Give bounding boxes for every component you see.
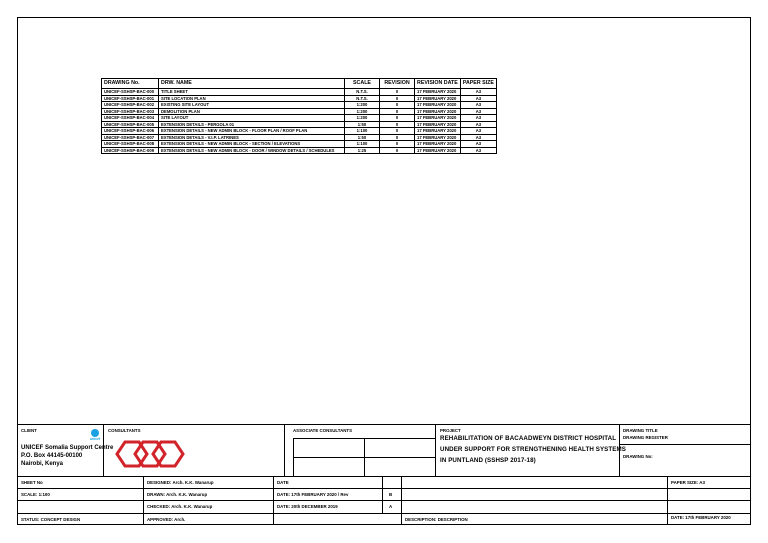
register-header-row [102,79,497,89]
col-scale: SCALE [345,79,380,89]
consultant-logo [113,436,189,472]
cell-revision: 0 [380,108,415,115]
scale-label [21,492,50,497]
status-label: STATUS: [21,517,40,522]
cell-paper-size: A3 [460,95,496,102]
cell-drawing-name: EXTENSION DETAILS - NEW ADMIN BLOCK - DOOR / WINDOW DETAILS / SCHEDULES [159,147,345,154]
unicef-logo-text: unicef [89,437,101,441]
drawing-register-table [101,78,497,154]
cell-drawing-name: SITE LAYOUT [159,115,345,122]
col-paper-size: PAPER SIZE [460,79,496,89]
client-line-3: Nairobi, Kenya [21,461,64,467]
drawn-by: DRAWN: Arch. K.K. Wanarup [147,492,208,497]
cell-drawing-no: UNICEF-SSHSP-BAC-003 [102,108,159,115]
date-final: DATE: 17th FEBRUARY 2020 [671,515,731,520]
cell-revision-date: 17 FEBRUARY 2020 [415,134,461,141]
cell-drawing-no: UNICEF-SSHSP-BAC-006 [102,128,159,135]
checked-by: CHECKED: Arch. K.K. Wanarup [147,504,213,509]
register-row [102,141,497,148]
cell-revision-date: 17 FEBRUARY 2020 [415,102,461,109]
cell-drawing-name: EXTENSION DETAILS - V.I.P. LATRINES [159,134,345,141]
cell-revision: 0 [380,95,415,102]
cell-revision-date: 17 FEBRUARY 2020 [415,128,461,135]
sheet-no-label: SHEET No [21,480,43,485]
client-line-1: UNICEF Somalia Support Centre [21,445,114,451]
scale-value: 1:100 [38,492,50,497]
logo-hexagon-left [117,442,147,466]
consultants-label: CONSULTANTS [108,428,141,433]
client-line-2: P.O. Box 44145-00100 [21,453,83,459]
drawing-title: DRAWING REGISTER [623,435,668,440]
cell-revision-date: 17 FEBRUARY 2020 [415,89,461,96]
cell-drawing-no: UNICEF-SSHSP-BAC-000 [102,89,159,96]
cell-revision: 0 [380,134,415,141]
cell-paper-size: A3 [460,134,496,141]
cell-revision: 0 [380,147,415,154]
cell-drawing-no: UNICEF-SSHSP-BAC-005 [102,121,159,128]
cell-revision: 0 [380,121,415,128]
associate-consultants-label: ASSOCIATE CONSULTANTS [293,428,353,433]
status-value: CONCEPT DESIGN [40,517,81,522]
description [405,517,468,522]
client-label: CLIENT [21,428,37,433]
cell-revision: 0 [380,115,415,122]
cell-revision-date: 17 FEBRUARY 2020 [415,108,461,115]
cell-drawing-name: TITLE SHEET [159,89,345,96]
cell-drawing-no: UNICEF-SSHSP-BAC-001 [102,95,159,102]
cell-revision: 0 [380,141,415,148]
cell-drawing-no: UNICEF-SSHSP-BAC-009 [102,147,159,154]
cell-paper-size: A3 [460,108,496,115]
approved-by: APPROVED: Arch. [147,517,186,522]
revision-b: B [389,492,393,497]
scale-label-text: SCALE: [21,492,38,497]
unicef-logo [89,429,101,441]
drawing-title-label: DRAWING TITLE [623,428,658,433]
logo-hexagon-right [153,442,183,466]
cell-scale: 1:200 [345,102,380,109]
cell-scale: N.T.S. [345,95,380,102]
title-block [17,424,751,525]
cell-drawing-no: UNICEF-SSHSP-BAC-002 [102,102,159,109]
cell-drawing-no: UNICEF-SSHSP-BAC-007 [102,134,159,141]
cell-revision-date: 17 FEBRUARY 2020 [415,115,461,122]
register-row [102,128,497,135]
description-label: DESCRIPTION: [405,517,437,522]
cell-drawing-no: UNICEF-SSHSP-BAC-008 [102,141,159,148]
designed-by: DESIGNED: Arch. K.K. Wanarup [147,480,214,485]
cell-paper-size: A3 [460,121,496,128]
revision-a: A [389,504,393,509]
globe-icon [91,429,99,437]
cell-revision: 0 [380,89,415,96]
cell-scale: 1:200 [345,108,380,115]
cell-paper-size: A3 [460,141,496,148]
cell-drawing-name: EXTENSION DETAILS - NEW ADMIN BLOCK - FLOOR PLAN / ROOF PLAN [159,128,345,135]
cell-scale: 1:50 [345,134,380,141]
cell-revision-date: 17 FEBRUARY 2020 [415,147,461,154]
cell-revision-date: 17 FEBRUARY 2020 [415,141,461,148]
col-revision-date: REVISION DATE [415,79,461,89]
cell-scale: N.T.S. [345,89,380,96]
drawing-no-label: DRAWING No: [623,454,653,459]
cell-scale: 1:100 [345,128,380,135]
cell-paper-size: A3 [460,128,496,135]
cell-drawing-name: DEMOLITION PLAN [159,108,345,115]
project-line-3: IN PUNTLAND (SSHSP 2017-18) [440,457,536,464]
project-label: PROJECT [440,428,461,433]
date-row-2: DATE: 20th DECEMBER 2019 [277,504,338,509]
cell-drawing-name: EXTENSION DETAILS - PERGOLA 01 [159,121,345,128]
col-drawing-no: DRAWING No. [102,79,159,89]
cell-scale: 1:100 [345,141,380,148]
col-revision: REVISION [380,79,415,89]
date-label: DATE [277,480,289,485]
cell-revision: 0 [380,128,415,135]
cell-revision-date: 17 FEBRUARY 2020 [415,95,461,102]
register-row [102,147,497,154]
paper-size: PAPER SIZE: A3 [671,480,705,485]
cell-revision-date: 17 FEBRUARY 2020 [415,121,461,128]
cell-paper-size: A3 [460,89,496,96]
cell-revision: 0 [380,102,415,109]
cell-scale: 1:25 [345,147,380,154]
col-drawing-name: DRW. NAME [159,79,345,89]
cell-paper-size: A3 [460,115,496,122]
date-row-1: DATE: 17th FEBRUARY 2020 / Rev [277,492,349,497]
cell-paper-size: A3 [460,102,496,109]
status [21,517,80,522]
cell-paper-size: A3 [460,147,496,154]
description-value: DESCRIPTION [437,517,468,522]
cell-drawing-no: UNICEF-SSHSP-BAC-004 [102,115,159,122]
cell-drawing-name: SITE LOCATION PLAN [159,95,345,102]
logo-hexagon-middle [135,442,165,466]
cell-drawing-name: EXISTING SITE LAYOUT [159,102,345,109]
cell-scale: 1:200 [345,115,380,122]
project-line-2: UNDER SUPPORT FOR STRENGTHENING HEALTH SYSTEMS [440,446,626,453]
cell-scale: 1:50 [345,121,380,128]
project-line-1: REHABILITATION OF BACAADWEYN DISTRICT HOSPITAL [440,435,617,442]
cell-drawing-name: EXTENSION DETAILS - NEW ADMIN BLOCK - SECTION / ELEVATIONS [159,141,345,148]
